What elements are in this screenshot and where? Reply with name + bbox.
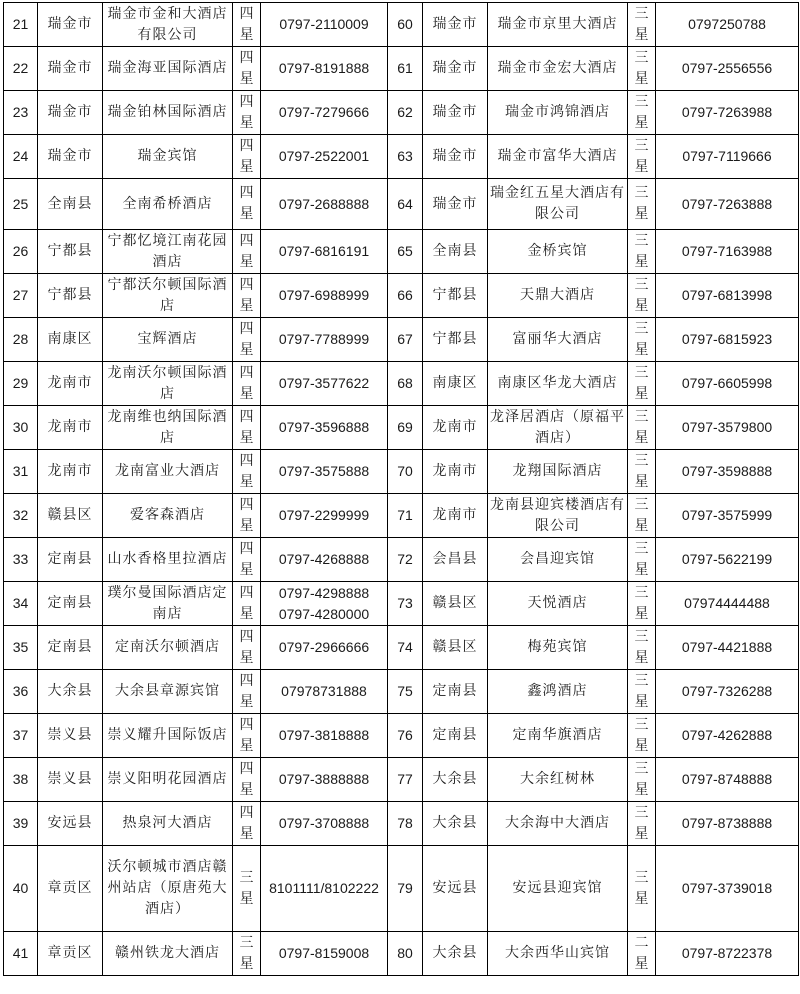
right-star-cell: 三星 xyxy=(628,47,656,91)
right-no-cell: 74 xyxy=(388,626,423,670)
right-star-cell: 三星 xyxy=(628,91,656,135)
left-county-cell: 南康区 xyxy=(38,318,103,362)
left-name-cell: 热泉河大酒店 xyxy=(103,802,233,846)
left-county-cell: 宁都县 xyxy=(38,230,103,274)
right-no-cell: 63 xyxy=(388,135,423,179)
right-star-cell: 三星 xyxy=(628,406,656,450)
left-no-cell: 31 xyxy=(4,450,38,494)
right-county-cell: 宁都县 xyxy=(423,274,488,318)
left-no-cell: 29 xyxy=(4,362,38,406)
left-name-cell: 瑞金铂林国际酒店 xyxy=(103,91,233,135)
table-row xyxy=(4,714,799,758)
right-county-cell: 龙南市 xyxy=(423,406,488,450)
left-phone-cell: 0797-2966666 xyxy=(261,626,388,670)
left-phone-cell: 0797-3596888 xyxy=(261,406,388,450)
left-phone-cell: 0797-3888888 xyxy=(261,758,388,802)
left-name-cell: 定南沃尔顿酒店 xyxy=(103,626,233,670)
right-phone-cell: 0797-2556556 xyxy=(656,47,799,91)
table-row xyxy=(4,91,799,135)
left-no-cell: 24 xyxy=(4,135,38,179)
left-no-cell: 23 xyxy=(4,91,38,135)
right-county-cell: 宁都县 xyxy=(423,318,488,362)
right-phone-cell: 0797-5622199 xyxy=(656,538,799,582)
left-phone-cell: 0797-2299999 xyxy=(261,494,388,538)
left-name-cell: 龙南沃尔顿国际酒店 xyxy=(103,362,233,406)
right-no-cell: 69 xyxy=(388,406,423,450)
left-name-cell: 大余县章源宾馆 xyxy=(103,670,233,714)
left-county-cell: 瑞金市 xyxy=(38,135,103,179)
left-star-cell: 四星 xyxy=(233,450,261,494)
right-name-cell: 天悦酒店 xyxy=(488,582,628,626)
right-phone-cell: 0797-3598888 xyxy=(656,450,799,494)
left-star-cell: 四星 xyxy=(233,758,261,802)
right-name-cell: 瑞金市京里大酒店 xyxy=(488,3,628,47)
table-row xyxy=(4,670,799,714)
right-star-cell: 三星 xyxy=(628,179,656,230)
right-phone-cell: 0797-4262888 xyxy=(656,714,799,758)
right-phone-cell: 07974444488 xyxy=(656,582,799,626)
hotel-table-body xyxy=(4,3,799,976)
table-row xyxy=(4,318,799,362)
left-no-cell: 36 xyxy=(4,670,38,714)
left-star-cell: 四星 xyxy=(233,362,261,406)
left-county-cell: 龙南市 xyxy=(38,406,103,450)
right-no-cell: 62 xyxy=(388,91,423,135)
table-row xyxy=(4,538,799,582)
right-no-cell: 60 xyxy=(388,3,423,47)
right-phone-cell: 0797-3739018 xyxy=(656,846,799,932)
left-no-cell: 39 xyxy=(4,802,38,846)
right-star-cell: 三星 xyxy=(628,714,656,758)
left-star-cell: 四星 xyxy=(233,494,261,538)
right-phone-cell: 0797-6605998 xyxy=(656,362,799,406)
right-county-cell: 瑞金市 xyxy=(423,135,488,179)
left-phone-cell: 0797-7279666 xyxy=(261,91,388,135)
right-county-cell: 定南县 xyxy=(423,714,488,758)
right-star-cell: 三星 xyxy=(628,494,656,538)
left-name-cell: 龙南富业大酒店 xyxy=(103,450,233,494)
right-phone-cell: 0797-8722378 xyxy=(656,932,799,976)
left-county-cell: 大余县 xyxy=(38,670,103,714)
right-star-cell: 三星 xyxy=(628,318,656,362)
left-phone-cell: 0797-4268888 xyxy=(261,538,388,582)
right-star-cell: 三星 xyxy=(628,450,656,494)
left-phone-cell: 8101111/8102222 xyxy=(261,846,388,932)
left-county-cell: 瑞金市 xyxy=(38,3,103,47)
right-star-cell: 三星 xyxy=(628,670,656,714)
table-row xyxy=(4,230,799,274)
left-star-cell: 三星 xyxy=(233,932,261,976)
right-star-cell: 二星 xyxy=(628,932,656,976)
right-name-cell: 大余海中大酒店 xyxy=(488,802,628,846)
right-name-cell: 金桥宾馆 xyxy=(488,230,628,274)
right-no-cell: 79 xyxy=(388,846,423,932)
left-county-cell: 全南县 xyxy=(38,179,103,230)
table-row xyxy=(4,802,799,846)
hotel-table xyxy=(3,2,799,976)
left-no-cell: 38 xyxy=(4,758,38,802)
left-star-cell: 四星 xyxy=(233,179,261,230)
table-row xyxy=(4,758,799,802)
table-row xyxy=(4,47,799,91)
left-phone-cell: 0797-8191888 xyxy=(261,47,388,91)
left-name-cell: 瑞金宾馆 xyxy=(103,135,233,179)
left-no-cell: 30 xyxy=(4,406,38,450)
left-phone-cell: 0797-2688888 xyxy=(261,179,388,230)
left-no-cell: 26 xyxy=(4,230,38,274)
left-star-cell: 四星 xyxy=(233,714,261,758)
right-county-cell: 南康区 xyxy=(423,362,488,406)
left-name-cell: 爱客森酒店 xyxy=(103,494,233,538)
left-name-cell: 崇义耀升国际饭店 xyxy=(103,714,233,758)
left-no-cell: 40 xyxy=(4,846,38,932)
left-star-cell: 四星 xyxy=(233,670,261,714)
right-name-cell: 龙南县迎宾楼酒店有限公司 xyxy=(488,494,628,538)
right-county-cell: 瑞金市 xyxy=(423,179,488,230)
right-star-cell: 三星 xyxy=(628,802,656,846)
right-phone-cell: 0797-6815923 xyxy=(656,318,799,362)
right-no-cell: 78 xyxy=(388,802,423,846)
right-star-cell: 三星 xyxy=(628,758,656,802)
table-row xyxy=(4,362,799,406)
right-name-cell: 瑞金红五星大酒店有限公司 xyxy=(488,179,628,230)
right-name-cell: 大余红树林 xyxy=(488,758,628,802)
left-name-cell: 瑞金市金和大酒店有限公司 xyxy=(103,3,233,47)
right-phone-cell: 0797-6813998 xyxy=(656,274,799,318)
table-row xyxy=(4,450,799,494)
right-phone-cell: 0797-4421888 xyxy=(656,626,799,670)
right-no-cell: 71 xyxy=(388,494,423,538)
left-no-cell: 21 xyxy=(4,3,38,47)
left-star-cell: 四星 xyxy=(233,47,261,91)
right-county-cell: 龙南市 xyxy=(423,450,488,494)
left-county-cell: 定南县 xyxy=(38,626,103,670)
left-no-cell: 37 xyxy=(4,714,38,758)
right-phone-cell: 0797-7263988 xyxy=(656,91,799,135)
right-name-cell: 富丽华大酒店 xyxy=(488,318,628,362)
left-name-cell: 山水香格里拉酒店 xyxy=(103,538,233,582)
left-no-cell: 28 xyxy=(4,318,38,362)
left-county-cell: 章贡区 xyxy=(38,846,103,932)
left-phone-cell: 0797-3575888 xyxy=(261,450,388,494)
left-star-cell: 四星 xyxy=(233,406,261,450)
right-county-cell: 瑞金市 xyxy=(423,3,488,47)
right-star-cell: 三星 xyxy=(628,3,656,47)
left-no-cell: 41 xyxy=(4,932,38,976)
right-county-cell: 龙南市 xyxy=(423,494,488,538)
right-name-cell: 南康区华龙大酒店 xyxy=(488,362,628,406)
right-phone-cell: 0797-7163988 xyxy=(656,230,799,274)
left-phone-cell: 0797-8159008 xyxy=(261,932,388,976)
left-name-cell: 瑞金海亚国际酒店 xyxy=(103,47,233,91)
left-county-cell: 龙南市 xyxy=(38,450,103,494)
right-no-cell: 70 xyxy=(388,450,423,494)
left-name-cell: 全南希桥酒店 xyxy=(103,179,233,230)
left-phone-cell: 0797-7788999 xyxy=(261,318,388,362)
right-county-cell: 瑞金市 xyxy=(423,47,488,91)
left-star-cell: 四星 xyxy=(233,582,261,626)
right-county-cell: 会昌县 xyxy=(423,538,488,582)
right-no-cell: 68 xyxy=(388,362,423,406)
table-row xyxy=(4,626,799,670)
left-phone-cell: 0797-3818888 xyxy=(261,714,388,758)
right-county-cell: 安远县 xyxy=(423,846,488,932)
left-no-cell: 22 xyxy=(4,47,38,91)
right-phone-cell: 0797250788 xyxy=(656,3,799,47)
left-star-cell: 四星 xyxy=(233,802,261,846)
left-county-cell: 赣县区 xyxy=(38,494,103,538)
table-row xyxy=(4,582,799,626)
right-no-cell: 76 xyxy=(388,714,423,758)
right-star-cell: 三星 xyxy=(628,274,656,318)
right-name-cell: 安远县迎宾馆 xyxy=(488,846,628,932)
right-name-cell: 天鼎大酒店 xyxy=(488,274,628,318)
right-no-cell: 66 xyxy=(388,274,423,318)
right-name-cell: 定南华旗酒店 xyxy=(488,714,628,758)
right-no-cell: 65 xyxy=(388,230,423,274)
right-phone-cell: 0797-8748888 xyxy=(656,758,799,802)
right-no-cell: 64 xyxy=(388,179,423,230)
right-star-cell: 三星 xyxy=(628,135,656,179)
right-name-cell: 龙翔国际酒店 xyxy=(488,450,628,494)
right-county-cell: 赣县区 xyxy=(423,626,488,670)
right-no-cell: 80 xyxy=(388,932,423,976)
right-county-cell: 全南县 xyxy=(423,230,488,274)
left-star-cell: 四星 xyxy=(233,318,261,362)
table-row xyxy=(4,3,799,47)
right-name-cell: 瑞金市鸿锦酒店 xyxy=(488,91,628,135)
right-star-cell: 三星 xyxy=(628,626,656,670)
left-name-cell: 璞尔曼国际酒店定南店 xyxy=(103,582,233,626)
left-county-cell: 章贡区 xyxy=(38,932,103,976)
left-star-cell: 四星 xyxy=(233,538,261,582)
right-no-cell: 61 xyxy=(388,47,423,91)
right-county-cell: 定南县 xyxy=(423,670,488,714)
right-county-cell: 大余县 xyxy=(423,758,488,802)
left-name-cell: 宁都沃尔顿国际酒店 xyxy=(103,274,233,318)
table-row xyxy=(4,406,799,450)
left-phone-cell: 0797-3577622 xyxy=(261,362,388,406)
left-name-cell: 崇义阳明花园酒店 xyxy=(103,758,233,802)
left-phone-cell: 0797-4298888 0797-4280000 xyxy=(261,582,388,626)
right-name-cell: 会昌迎宾馆 xyxy=(488,538,628,582)
left-phone-cell: 0797-3708888 xyxy=(261,802,388,846)
left-phone-cell: 0797-2110009 xyxy=(261,3,388,47)
table-row xyxy=(4,135,799,179)
right-phone-cell: 0797-8738888 xyxy=(656,802,799,846)
left-name-cell: 沃尔顿城市酒店赣州站店（原唐苑大酒店） xyxy=(103,846,233,932)
right-name-cell: 梅苑宾馆 xyxy=(488,626,628,670)
left-star-cell: 四星 xyxy=(233,626,261,670)
left-star-cell: 四星 xyxy=(233,135,261,179)
left-phone-cell: 07978731888 xyxy=(261,670,388,714)
left-phone-cell: 0797-2522001 xyxy=(261,135,388,179)
left-county-cell: 崇义县 xyxy=(38,714,103,758)
right-no-cell: 73 xyxy=(388,582,423,626)
table-row xyxy=(4,494,799,538)
left-no-cell: 27 xyxy=(4,274,38,318)
left-name-cell: 龙南维也纳国际酒店 xyxy=(103,406,233,450)
left-name-cell: 宁都忆境江南花园酒店 xyxy=(103,230,233,274)
right-county-cell: 瑞金市 xyxy=(423,91,488,135)
left-no-cell: 33 xyxy=(4,538,38,582)
left-star-cell: 四星 xyxy=(233,230,261,274)
left-county-cell: 崇义县 xyxy=(38,758,103,802)
left-county-cell: 定南县 xyxy=(38,538,103,582)
right-star-cell: 三星 xyxy=(628,846,656,932)
left-county-cell: 宁都县 xyxy=(38,274,103,318)
left-star-cell: 四星 xyxy=(233,3,261,47)
right-phone-cell: 0797-3575999 xyxy=(656,494,799,538)
right-name-cell: 龙泽居酒店（原福平酒店） xyxy=(488,406,628,450)
left-county-cell: 安远县 xyxy=(38,802,103,846)
left-star-cell: 三星 xyxy=(233,846,261,932)
left-county-cell: 瑞金市 xyxy=(38,47,103,91)
right-name-cell: 鑫鸿酒店 xyxy=(488,670,628,714)
left-phone-cell: 0797-6988999 xyxy=(261,274,388,318)
left-no-cell: 25 xyxy=(4,179,38,230)
left-name-cell: 宝辉酒店 xyxy=(103,318,233,362)
left-name-cell: 赣州铁龙大酒店 xyxy=(103,932,233,976)
right-name-cell: 瑞金市富华大酒店 xyxy=(488,135,628,179)
right-county-cell: 赣县区 xyxy=(423,582,488,626)
right-phone-cell: 0797-7119666 xyxy=(656,135,799,179)
right-county-cell: 大余县 xyxy=(423,802,488,846)
right-phone-cell: 0797-7326288 xyxy=(656,670,799,714)
right-name-cell: 大余西华山宾馆 xyxy=(488,932,628,976)
right-star-cell: 三星 xyxy=(628,582,656,626)
table-row xyxy=(4,846,799,932)
right-no-cell: 77 xyxy=(388,758,423,802)
right-county-cell: 大余县 xyxy=(423,932,488,976)
right-name-cell: 瑞金市金宏大酒店 xyxy=(488,47,628,91)
left-star-cell: 四星 xyxy=(233,274,261,318)
left-county-cell: 定南县 xyxy=(38,582,103,626)
right-no-cell: 67 xyxy=(388,318,423,362)
right-no-cell: 75 xyxy=(388,670,423,714)
right-phone-cell: 0797-3579800 xyxy=(656,406,799,450)
right-star-cell: 三星 xyxy=(628,362,656,406)
left-no-cell: 35 xyxy=(4,626,38,670)
table-row xyxy=(4,932,799,976)
table-row xyxy=(4,274,799,318)
left-phone-cell: 0797-6816191 xyxy=(261,230,388,274)
right-no-cell: 72 xyxy=(388,538,423,582)
left-county-cell: 龙南市 xyxy=(38,362,103,406)
left-county-cell: 瑞金市 xyxy=(38,91,103,135)
right-star-cell: 三星 xyxy=(628,538,656,582)
left-no-cell: 34 xyxy=(4,582,38,626)
left-no-cell: 32 xyxy=(4,494,38,538)
right-phone-cell: 0797-7263888 xyxy=(656,179,799,230)
table-row xyxy=(4,179,799,230)
right-star-cell: 三星 xyxy=(628,230,656,274)
left-star-cell: 四星 xyxy=(233,91,261,135)
